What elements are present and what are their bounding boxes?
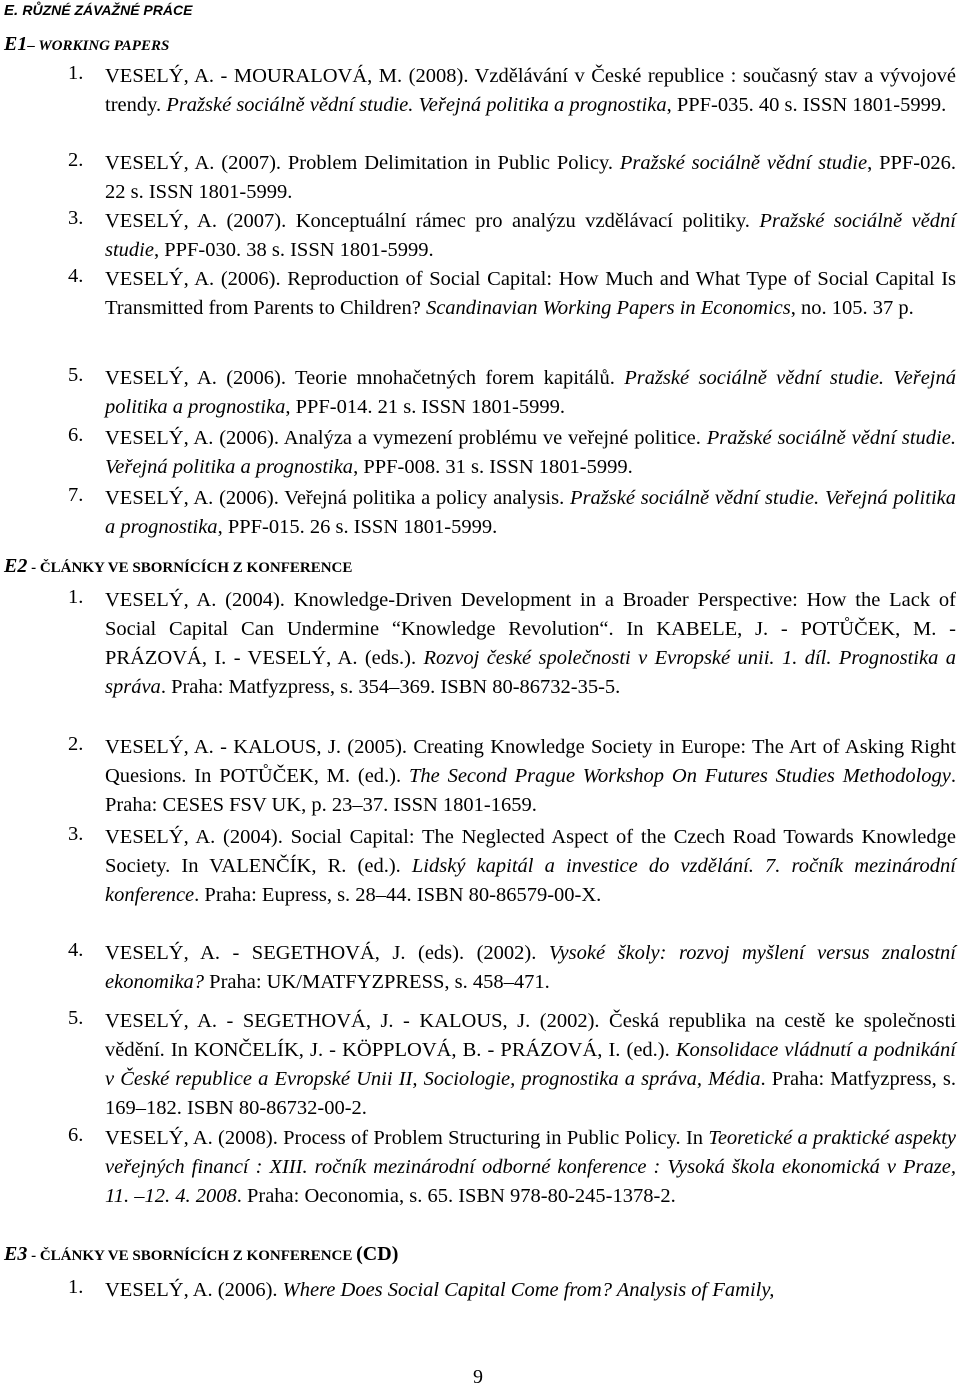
section-code: E1 xyxy=(4,33,28,55)
citation-text xyxy=(105,149,956,207)
citation-text xyxy=(105,62,956,120)
list-item-number: 2. xyxy=(68,733,84,755)
section-name: - ČLÁNKY VE SBORNÍCÍCH Z KONFERENCE xyxy=(27,560,353,576)
section-name: – WORKING PAPERS xyxy=(27,38,170,54)
list-item-number: 6. xyxy=(68,424,84,446)
page-number: 9 xyxy=(473,1366,483,1388)
citation-text xyxy=(105,823,956,910)
list-item-number: 5. xyxy=(68,1007,84,1029)
citation-italic-part: Pražské sociálně vědní studie. Veřejná politika a prognostika xyxy=(105,427,956,478)
list-item-number: 7. xyxy=(68,484,84,506)
citation-part: VESELÝ, A. - MOURALOVÁ, M. (2008). Vzdělávání v České republice : současný stav a vývojové trendy. xyxy=(105,65,956,116)
citation-part: . Praha: Oeconomia, s. 65. ISBN 978-80-245-1378-2. xyxy=(236,1185,676,1207)
citation-part: , PPF-008. 31 s. ISSN 1801-5999. xyxy=(353,456,633,478)
citation-part: , PPF-014. 21 s. ISSN 1801-5999. xyxy=(285,396,565,418)
list-item-number: 1. xyxy=(68,62,84,84)
citation-part: VESELÝ, A. (2006). Veřejná politika a policy analysis. xyxy=(105,487,571,509)
list-item xyxy=(68,1124,956,1211)
citation-italic-part: Lidský kapitál a investice do vzdělání. 7. ročník mezinárodní konference xyxy=(105,855,956,906)
chapter-title: RŮZNÉ ZÁVAŽNÉ PRÁCE xyxy=(22,2,193,18)
section-code: E3 xyxy=(4,1243,28,1265)
list-item-number: 2. xyxy=(68,149,84,171)
section-cd-label: (CD) xyxy=(356,1243,399,1265)
section-heading-e3 xyxy=(4,1243,398,1266)
citation-part: VESELÝ, A. - SEGETHOVÁ, J. - KALOUS, J. (2002). Česká republika na cestě ke společnosti vědění. In KONČELÍK, J. - KÖPPLOVÁ, B. - PRÁZOVÁ, I. (ed.). xyxy=(105,1010,956,1061)
list-item xyxy=(68,1007,956,1123)
citation-part: VESELÝ, A. (2007). Problem Delimitation in Public Policy. xyxy=(105,152,620,174)
citation-part: VESELÝ, A. (2008). Process of Problem Structuring in Public Policy. In xyxy=(105,1127,709,1149)
citation-text xyxy=(105,207,956,265)
list-item xyxy=(68,364,956,422)
citation-text xyxy=(105,1276,956,1305)
chapter-heading xyxy=(4,2,192,19)
citation-text xyxy=(105,1007,956,1123)
citation-italic-part: Scandinavian Working Papers in Economics xyxy=(425,297,791,319)
citation-part: VESELÝ, A. (2004). Knowledge-Driven Development in a Broader Perspective: How the Lack of Social Capital Can Undermine “Knowledge Revolution“. In KABELE, J. - POTŮČEK, M. - PRÁZOVÁ, I. - VESELÝ, A. (eds.). xyxy=(105,589,956,669)
citation-italic-part: Konsolidace vládnutí a podnikání v České republice a Evropské Unii II, Sociologie, prognostika a správa, Média xyxy=(105,1039,956,1090)
citation-part: , no. 105. 37 p. xyxy=(790,297,914,319)
section-name: - ČLÁNKY VE SBORNÍCÍCH Z KONFERENCE xyxy=(27,1248,357,1264)
citation-text xyxy=(105,939,956,997)
list-item xyxy=(68,733,956,820)
citation-italic-part: Pražské sociálně vědní studie. Veřejná politika a prognostika xyxy=(166,94,667,116)
section-heading-e2 xyxy=(4,555,352,578)
citation-italic-part: Vysoké školy: rozvoj myšlení versus znalostní ekonomika? xyxy=(105,942,956,993)
citation-part: , PPF-015. 26 s. ISSN 1801-5999. xyxy=(217,516,498,538)
list-item-number: 1. xyxy=(68,1276,84,1298)
citation-italic-part: Pražské sociálně vědní studie. Veřejná politika a prognostika xyxy=(105,487,956,538)
list-item xyxy=(68,424,956,482)
list-item-number: 6. xyxy=(68,1124,84,1146)
list-item-number: 1. xyxy=(68,586,84,608)
citation-part: . Praha: CESES FSV UK, p. 23–37. ISSN 1801-1659. xyxy=(105,765,956,816)
list-item-number: 4. xyxy=(68,265,84,287)
list-item-number: 5. xyxy=(68,364,84,386)
list-item xyxy=(68,939,956,997)
citation-text xyxy=(105,484,956,542)
citation-part: . Praha: Matfyzpress, s. 169–182. ISBN 80-86732-00-2. xyxy=(105,1068,956,1119)
citation-part: VESELÝ, A. (2007). Konceptuální rámec pro analýzu vzdělávací politiky. xyxy=(105,210,760,232)
citation-text xyxy=(105,1124,956,1211)
list-item xyxy=(68,823,956,910)
citation-part: VESELÝ, A. (2006). Reproduction of Social Capital: How Much and What Type of Social Capital Is Transmitted from Parents to Children? xyxy=(105,268,956,319)
citation-text xyxy=(105,733,956,820)
citation-text xyxy=(105,586,956,702)
list-item xyxy=(68,207,956,265)
citation-italic-part: Pražské sociálně vědní studie xyxy=(619,152,868,174)
list-item xyxy=(68,149,956,207)
citation-part: , PPF-026. 22 s. ISSN 1801-5999. xyxy=(105,152,956,203)
list-item xyxy=(68,586,956,702)
citation-part: VESELÝ, A. (2006). Teorie mnohačetných forem kapitálů. xyxy=(105,367,625,389)
citation-part: VESELÝ, A. - KALOUS, J. (2005). Creating Knowledge Society in Europe: The Art of Asking Right Quesions. In POTŮČEK, M. (ed.). xyxy=(105,736,956,787)
citation-text xyxy=(105,424,956,482)
list-item xyxy=(68,62,956,120)
citation-part: , PPF-030. 38 s. ISSN 1801-5999. xyxy=(153,239,434,261)
section-code: E2 xyxy=(4,555,28,577)
citation-part: VESELÝ, A. (2006). Analýza a vymezení problému ve veřejné politice. xyxy=(105,427,707,449)
chapter-letter: E. xyxy=(4,2,19,19)
citation-italic-part: The Second Prague Workshop On Futures Studies Methodology xyxy=(408,765,951,787)
citation-part: . Praha: Eupress, s. 28–44. ISBN 80-86579-00-X. xyxy=(194,884,602,906)
citation-part: Praha: UK/MATFYZPRESS, s. 458–471. xyxy=(204,971,550,993)
citation-part: VESELÝ, A. (2004). Social Capital: The Neglected Aspect of the Czech Road Towards Knowledge Society. In VALENČÍK, R. (ed.). xyxy=(105,826,956,877)
list-item-number: 3. xyxy=(68,823,84,845)
list-item xyxy=(68,265,956,323)
citation-italic-part: Where Does Social Capital Come from? Analysis of Family, xyxy=(282,1279,775,1301)
citation-part: VESELÝ, A. (2006). xyxy=(105,1279,283,1301)
list-item xyxy=(68,484,956,542)
citation-italic-part: Teoretické a praktické aspekty veřejných financí : XIII. ročník mezinárodní odborné konference : Vysoká škola ekonomická v Praze, 11. –12. 4. 2008 xyxy=(105,1127,956,1207)
citation-text xyxy=(105,364,956,422)
citation-italic-part: Pražské sociálně vědní studie xyxy=(105,210,956,261)
citation-part: VESELÝ, A. - SEGETHOVÁ, J. (eds). (2002). xyxy=(105,942,549,964)
citation-part: . Praha: Matfyzpress, s. 354–369. ISBN 80-86732-35-5. xyxy=(160,676,621,698)
citation-text xyxy=(105,265,956,323)
citation-part: , PPF-035. 40 s. ISSN 1801-5999. xyxy=(666,94,947,116)
section-heading-e1 xyxy=(4,33,169,56)
citation-italic-part: Rozvoj české společnosti v Evropské unii. 1. díl. Prognostika a správa xyxy=(105,647,957,698)
citation-italic-part: Pražské sociálně vědní studie. Veřejná politika a prognostika xyxy=(105,367,957,418)
list-item-number: 4. xyxy=(68,939,84,961)
list-item-number: 3. xyxy=(68,207,84,229)
list-item xyxy=(68,1276,956,1305)
